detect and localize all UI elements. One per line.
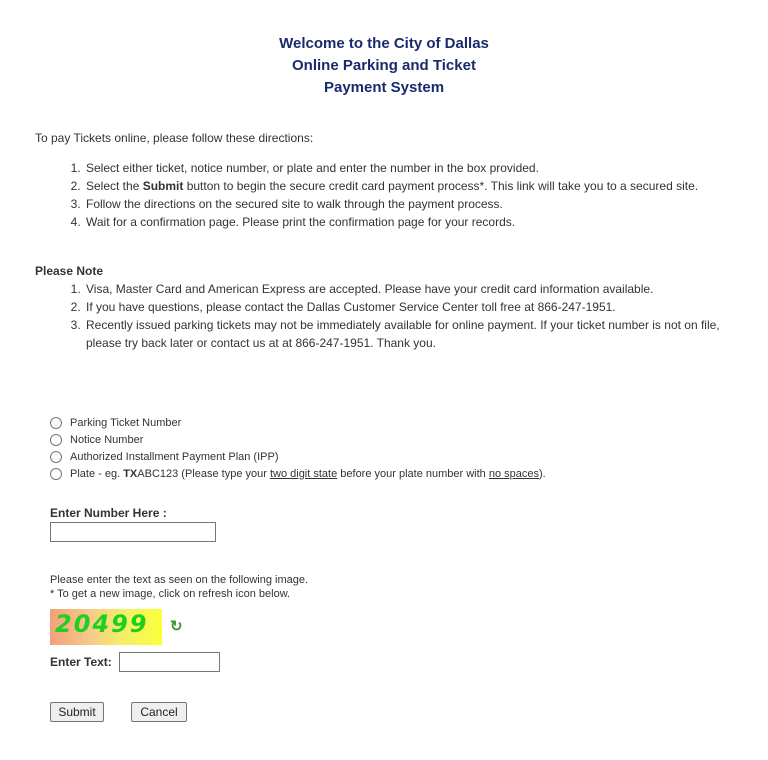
refresh-icon[interactable]: ↻: [170, 618, 183, 635]
note-item: 2. If you have questions, please contact the Dallas Customer Service Center toll free at 866-247-1951.: [84, 298, 744, 316]
direction-step: [84, 177, 744, 195]
number-label: Enter Number Here :: [50, 506, 167, 520]
option-notice-number[interactable]: [50, 431, 546, 448]
note-item: 3. Recently issued parking tickets may not be immediately available for online payment. If your ticket number is not on file, please try back later or contact us at at 866-247-1951. Thank you.: [84, 316, 744, 352]
submit-button[interactable]: Submit: [50, 702, 104, 722]
captcha-instruction-2: * To get a new image, click on refresh icon below.: [50, 588, 291, 600]
option-parking-ticket[interactable]: [50, 414, 546, 431]
plate-text: ABC123 (Please type your: [137, 467, 270, 480]
captcha-instruction-1: Please enter the text as seen on the following image.: [50, 574, 309, 586]
ipp-radio[interactable]: [50, 451, 62, 463]
parking-ticket-radio[interactable]: [50, 417, 62, 429]
captcha-image-text: 20499: [55, 610, 149, 638]
direction-step-text: Select the: [86, 179, 143, 193]
search-type-group: [50, 414, 546, 482]
captcha-text-label: Enter Text:: [50, 655, 112, 669]
plate-text: ).: [539, 467, 546, 480]
direction-step-text: button to begin the secure credit card payment process*. This link will take you to a secured site.: [183, 179, 699, 193]
header-line-1: Welcome to the City of Dallas: [279, 35, 489, 52]
ipp-label: Authorized Installment Payment Plan (IPP): [70, 450, 279, 463]
parking-ticket-label: Parking Ticket Number: [70, 416, 182, 429]
header-line-3: Payment System: [323, 79, 445, 96]
direction-step: 3. Follow the directions on the secured site to walk through the payment process.: [84, 195, 744, 213]
direction-step: 4. Wait for a confirmation page. Please print the confirmation page for your records.: [84, 213, 744, 231]
notes-list: [64, 280, 744, 352]
number-input[interactable]: [50, 522, 216, 542]
option-plate[interactable]: [50, 465, 546, 482]
plate-label: [70, 468, 546, 480]
captcha-text-input[interactable]: [119, 652, 220, 672]
direction-step-bold: Submit: [142, 179, 184, 193]
captcha-instructions: [50, 573, 308, 601]
header-line-2: Online Parking and Ticket: [292, 57, 476, 74]
no-spaces-link[interactable]: no spaces: [488, 467, 540, 480]
notice-number-radio[interactable]: [50, 434, 62, 446]
plate-text: Plate - eg.: [70, 467, 124, 480]
plate-text: before your plate number with: [337, 467, 489, 480]
directions-list: [64, 159, 744, 231]
intro-text: To pay Tickets online, please follow these directions:: [35, 131, 314, 145]
plate-radio[interactable]: [50, 468, 62, 480]
two-digit-state-link[interactable]: two digit state: [269, 467, 338, 480]
plate-bold: TX: [123, 467, 138, 480]
direction-step: 1. Select either ticket, notice number, or plate and enter the number in the box provided.: [84, 159, 744, 177]
option-ipp[interactable]: [50, 448, 546, 465]
cancel-button[interactable]: Cancel: [131, 702, 187, 722]
captcha-image: [50, 609, 162, 645]
note-item: 1. Visa, Master Card and American Express are accepted. Please have your credit card information available.: [84, 280, 744, 298]
notes-title: Please Note: [35, 264, 104, 278]
page-header: [0, 33, 768, 99]
notice-number-label: Notice Number: [70, 433, 144, 446]
